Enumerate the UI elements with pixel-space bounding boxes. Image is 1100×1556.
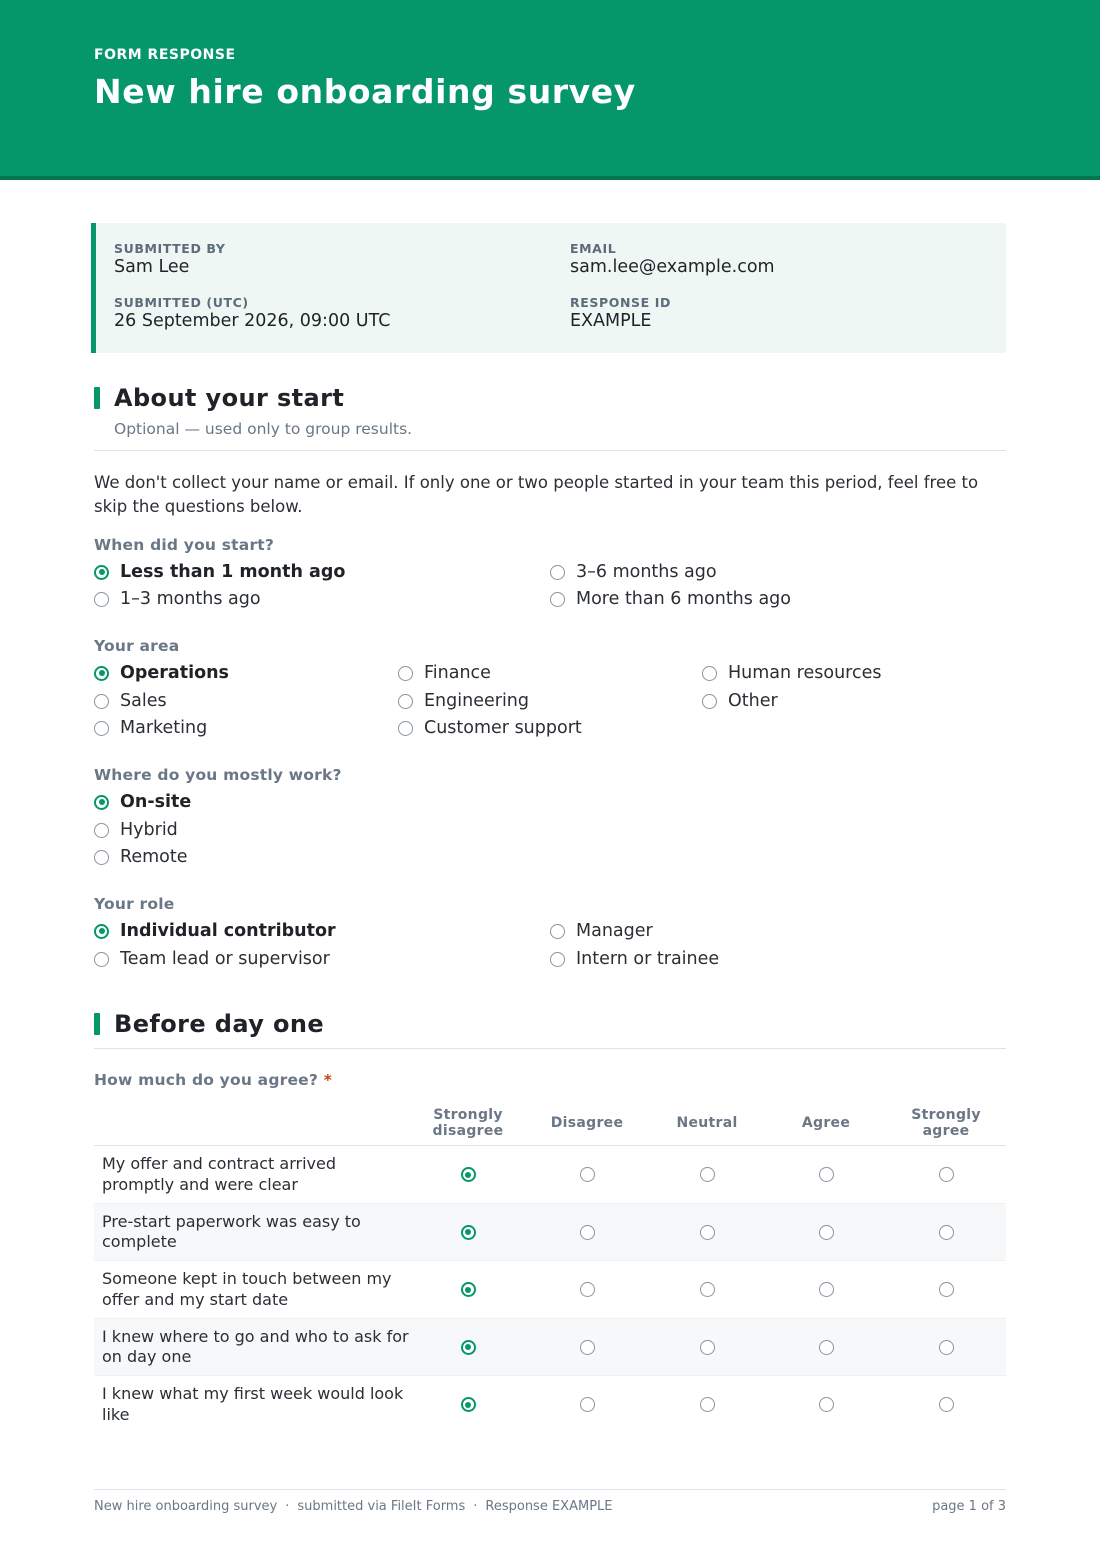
matrix-radio-strongly-agree[interactable]: [936, 1261, 956, 1319]
option-label: 3–6 months ago: [576, 562, 717, 582]
submitted-by-value: Sam Lee: [114, 257, 190, 277]
email-label: EMAIL: [570, 241, 617, 256]
option-area-engineering[interactable]: [398, 689, 529, 713]
option-label: Less than 1 month ago: [120, 562, 346, 582]
matrix-radio-strongly-disagree[interactable]: [458, 1146, 478, 1204]
matrix-radio-disagree[interactable]: [577, 1261, 597, 1319]
option-area-other[interactable]: [702, 689, 778, 713]
question-label-agreement: [94, 1071, 332, 1089]
radio-empty-icon: [580, 1225, 595, 1240]
option-label: Customer support: [424, 718, 582, 738]
matrix-column-agree: Agree: [801, 1115, 851, 1131]
matrix-row: [94, 1376, 1006, 1434]
option-label: Operations: [120, 663, 229, 683]
radio-empty-icon: [550, 952, 565, 967]
matrix-row-statement: My offer and contract arrived promptly and were clear: [102, 1154, 336, 1194]
matrix-radio-disagree[interactable]: [577, 1376, 597, 1434]
matrix-radio-strongly-disagree[interactable]: [458, 1376, 478, 1434]
radio-selected-icon: [94, 565, 109, 580]
matrix-row: [94, 1261, 1006, 1319]
radio-selected-icon: [461, 1225, 476, 1240]
matrix-radio-agree[interactable]: [816, 1146, 836, 1204]
matrix-radio-disagree[interactable]: [577, 1319, 597, 1377]
option-label: Finance: [424, 663, 491, 683]
section-divider: [94, 1048, 1006, 1049]
option-label: Individual contributor: [120, 921, 336, 941]
footer-page-number: page 1 of 3: [932, 1499, 1006, 1514]
radio-empty-icon: [94, 694, 109, 709]
radio-selected-icon: [94, 924, 109, 939]
matrix-column-neutral: Neutral: [676, 1115, 738, 1131]
matrix-column-strongly-agree: Strongly agree: [911, 1107, 981, 1139]
footer-form-name: New hire onboarding survey: [94, 1499, 278, 1514]
matrix-radio-agree[interactable]: [816, 1319, 836, 1377]
footer-divider: [94, 1489, 1006, 1490]
response-id-value: EXAMPLE: [570, 311, 652, 331]
radio-empty-icon: [700, 1167, 715, 1182]
radio-selected-icon: [461, 1282, 476, 1297]
radio-empty-icon: [94, 721, 109, 736]
page-title: New hire onboarding survey: [94, 72, 636, 111]
radio-empty-icon: [398, 721, 413, 736]
submitted-by-field: [114, 241, 225, 277]
footer-via: submitted via FileIt Forms: [297, 1499, 466, 1514]
radio-empty-icon: [398, 666, 413, 681]
form-response-eyebrow: FORM RESPONSE: [94, 47, 236, 63]
radio-empty-icon: [939, 1225, 954, 1240]
radio-empty-icon: [580, 1340, 595, 1355]
radio-empty-icon: [819, 1282, 834, 1297]
option-label: Manager: [576, 921, 653, 941]
matrix-radio-strongly-agree[interactable]: [936, 1319, 956, 1377]
radio-empty-icon: [580, 1397, 595, 1412]
option-work-remote[interactable]: [94, 845, 188, 869]
radio-empty-icon: [398, 694, 413, 709]
option-label: More than 6 months ago: [576, 589, 791, 609]
option-label: 1–3 months ago: [120, 589, 261, 609]
matrix-row: [94, 1319, 1006, 1377]
radio-empty-icon: [939, 1167, 954, 1182]
option-area-human-resources[interactable]: [702, 661, 881, 685]
matrix-row-statement: Pre-start paperwork was easy to complete: [102, 1211, 361, 1252]
option-area-operations[interactable]: [94, 661, 229, 685]
option-area-customer-support[interactable]: [398, 716, 582, 740]
option-label: Sales: [120, 691, 167, 711]
question-label-work-location: Where do you mostly work?: [94, 766, 342, 784]
section-heading-about-your-start: About your start: [94, 384, 344, 412]
matrix-radio-neutral[interactable]: [697, 1146, 717, 1204]
section-subtitle: Optional — used only to group results.: [114, 420, 413, 438]
section-intro-text: We don't collect your name or email. If only one or two people started in your team this period, feel free to skip the questions below.: [94, 473, 979, 516]
option-role-intern[interactable]: [550, 947, 719, 971]
matrix-radio-disagree[interactable]: [577, 1204, 597, 1262]
option-area-finance[interactable]: [398, 661, 491, 685]
footer-info: [94, 1499, 612, 1514]
option-label: Team lead or supervisor: [120, 949, 330, 969]
matrix-radio-strongly-agree[interactable]: [936, 1146, 956, 1204]
matrix-row-statement: I knew what my first week would look like: [102, 1384, 404, 1424]
radio-empty-icon: [550, 592, 565, 607]
section-heading-before-day-one: Before day one: [94, 1010, 324, 1038]
footer-response: Response EXAMPLE: [485, 1499, 613, 1514]
matrix-row-statement: I knew where to go and who to ask for on day one: [102, 1326, 409, 1367]
submitted-utc-value: 26 September 2026, 09:00 UTC: [114, 311, 391, 331]
radio-empty-icon: [702, 666, 717, 681]
radio-empty-icon: [819, 1225, 834, 1240]
matrix-column-strongly-disagree: Strongly disagree: [432, 1107, 504, 1139]
radio-empty-icon: [700, 1340, 715, 1355]
option-start-1-3-months[interactable]: [94, 587, 261, 611]
matrix-column-disagree: Disagree: [550, 1115, 624, 1131]
radio-empty-icon: [939, 1397, 954, 1412]
footer-separator: ·: [285, 1499, 290, 1514]
radio-empty-icon: [94, 592, 109, 607]
radio-empty-icon: [939, 1340, 954, 1355]
option-label: Human resources: [728, 663, 882, 683]
radio-empty-icon: [702, 694, 717, 709]
radio-empty-icon: [700, 1282, 715, 1297]
radio-selected-icon: [461, 1340, 476, 1355]
matrix-radio-neutral[interactable]: [697, 1204, 717, 1262]
radio-empty-icon: [94, 850, 109, 865]
radio-empty-icon: [94, 952, 109, 967]
response-id-field: [570, 295, 671, 331]
submission-meta-panel: [91, 223, 1006, 353]
radio-empty-icon: [700, 1225, 715, 1240]
question-label-start: When did you start?: [94, 536, 275, 554]
radio-empty-icon: [819, 1397, 834, 1412]
matrix-radio-neutral[interactable]: [697, 1261, 717, 1319]
matrix-radio-neutral[interactable]: [697, 1319, 717, 1377]
radio-empty-icon: [819, 1167, 834, 1182]
matrix-radio-strongly-disagree[interactable]: [458, 1204, 478, 1262]
option-role-individual-contributor[interactable]: [94, 919, 336, 943]
matrix-row: [94, 1146, 1006, 1204]
matrix-radio-disagree[interactable]: [577, 1146, 597, 1204]
matrix-row-statement: Someone kept in touch between my offer and my start date: [102, 1269, 392, 1309]
question-label-text: How much do you agree?: [94, 1071, 319, 1089]
agreement-matrix: [94, 1100, 1006, 1434]
option-work-on-site[interactable]: [94, 790, 191, 814]
required-marker: *: [323, 1071, 333, 1089]
matrix-row: [94, 1204, 1006, 1262]
matrix-radio-agree[interactable]: [816, 1204, 836, 1262]
option-label: Other: [728, 691, 778, 711]
radio-empty-icon: [94, 823, 109, 838]
option-area-marketing[interactable]: [94, 716, 207, 740]
matrix-radio-strongly-disagree[interactable]: [458, 1319, 478, 1377]
question-label-area: Your area: [94, 637, 180, 655]
matrix-header: [94, 1100, 1006, 1146]
radio-empty-icon: [580, 1282, 595, 1297]
matrix-radio-agree[interactable]: [816, 1261, 836, 1319]
option-start-3-6-months[interactable]: [550, 560, 717, 584]
matrix-radio-strongly-agree[interactable]: [936, 1204, 956, 1262]
radio-empty-icon: [700, 1397, 715, 1412]
option-label: Remote: [120, 847, 188, 867]
option-label: Marketing: [120, 718, 208, 738]
question-label-role: Your role: [94, 895, 175, 913]
option-role-team-lead[interactable]: [94, 947, 330, 971]
response-id-label: RESPONSE ID: [570, 295, 671, 310]
radio-selected-icon: [461, 1397, 476, 1412]
page-header: [0, 0, 1100, 180]
radio-selected-icon: [461, 1167, 476, 1182]
option-work-hybrid[interactable]: [94, 818, 178, 842]
option-role-manager[interactable]: [550, 919, 653, 943]
option-label: Hybrid: [120, 820, 178, 840]
radio-empty-icon: [819, 1340, 834, 1355]
option-start-more-than-6-months[interactable]: [550, 587, 791, 611]
radio-empty-icon: [550, 565, 565, 580]
footer-separator: ·: [473, 1499, 478, 1514]
submitted-utc-label: SUBMITTED (UTC): [114, 295, 249, 310]
matrix-radio-strongly-disagree[interactable]: [458, 1261, 478, 1319]
email-field: [570, 241, 775, 277]
radio-empty-icon: [939, 1282, 954, 1297]
matrix-radio-strongly-agree[interactable]: [936, 1376, 956, 1434]
matrix-radio-neutral[interactable]: [697, 1376, 717, 1434]
submitted-utc-field: [114, 295, 390, 331]
option-label: Engineering: [424, 691, 529, 711]
section-divider: [94, 450, 1006, 451]
submitted-by-label: SUBMITTED BY: [114, 241, 226, 256]
option-label: Intern or trainee: [576, 949, 720, 969]
option-start-less-than-1-month[interactable]: [94, 560, 345, 584]
option-area-sales[interactable]: [94, 689, 167, 713]
email-value: sam.lee@example.com: [570, 257, 775, 277]
radio-selected-icon: [94, 666, 109, 681]
matrix-radio-agree[interactable]: [816, 1376, 836, 1434]
radio-empty-icon: [550, 924, 565, 939]
radio-empty-icon: [580, 1167, 595, 1182]
option-label: On-site: [120, 792, 192, 812]
radio-selected-icon: [94, 795, 109, 810]
